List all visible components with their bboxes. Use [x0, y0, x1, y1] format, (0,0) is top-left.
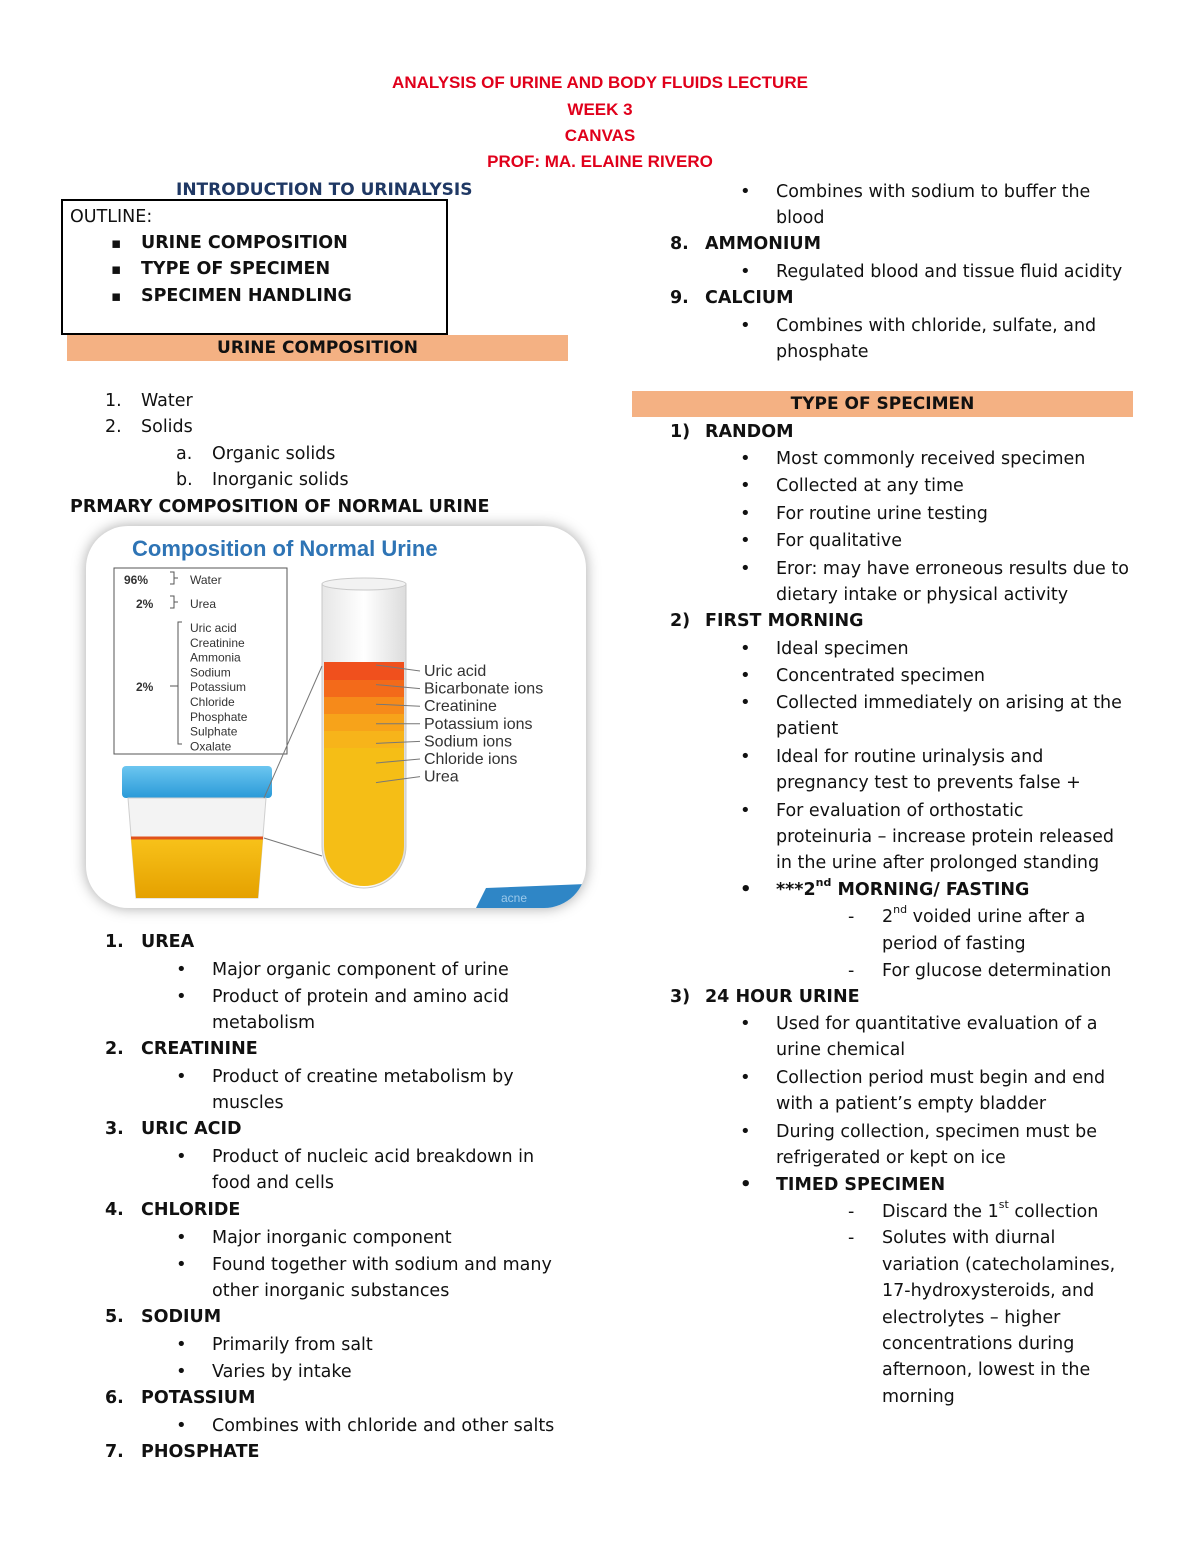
bullet-item: • Eror: may have erroneous results due to	[776, 556, 1129, 582]
outline-item: ▪ TYPE OF SPECIMEN	[141, 256, 330, 282]
specimen-heading: RANDOM	[705, 422, 794, 442]
tube-label: Potassium ions	[424, 715, 533, 733]
outline-item: ▪ SPECIMEN HANDLING	[141, 283, 352, 309]
bullet-item: • For routine urine testing	[776, 501, 988, 527]
pct-urea: 2%	[136, 597, 154, 611]
outline-item: ▪ URINE COMPOSITION	[141, 230, 348, 256]
bullet-continuation: metabolism	[212, 1013, 316, 1033]
bullet-item: • Product of protein and amino acid	[212, 984, 509, 1010]
tube-label: Bicarbonate ions	[424, 680, 544, 698]
bullet-item: • Ideal specimen	[776, 636, 909, 662]
bullet-item: • Major inorganic component	[212, 1225, 452, 1251]
list-item: Organic solids	[212, 444, 336, 464]
bullet-continuation: refrigerated or kept on ice	[776, 1148, 1006, 1168]
bullet-continuation: muscles	[212, 1093, 284, 1113]
bullet-item: • Major organic component of urine	[212, 957, 509, 983]
component-heading: CREATININE	[141, 1039, 258, 1059]
layer-uric-acid	[324, 662, 404, 680]
solute-label: Sulphate	[190, 724, 238, 739]
bullet-item: • For evaluation of orthostatic	[776, 798, 1024, 824]
bullet-item: • Ideal for routine urinalysis and	[776, 744, 1043, 770]
list-number: 1.	[105, 391, 122, 411]
specimen-heading: FIRST MORNING	[705, 611, 864, 631]
bullet-item: • Varies by intake	[212, 1359, 352, 1385]
component-heading: POTASSIUM	[141, 1388, 256, 1408]
solute-label: Phosphate	[190, 709, 248, 724]
section-band-type-of-specimen: TYPE OF SPECIMEN	[632, 391, 1133, 417]
dash-continuation: period of fasting	[882, 934, 1026, 954]
component-heading: CALCIUM	[705, 288, 794, 308]
list-number: 2.	[105, 1039, 124, 1059]
doc-title: ANALYSIS OF URINE AND BODY FLUIDS LECTURE	[392, 73, 808, 92]
layer-sodium	[324, 731, 404, 748]
bullet-item: • Concentrated specimen	[776, 663, 985, 689]
component-heading: SODIUM	[141, 1307, 222, 1327]
bullet-continuation: proteinuria – increase protein released	[776, 827, 1114, 847]
bullet-continuation: blood	[776, 208, 825, 228]
list-number: 3)	[670, 987, 691, 1007]
dash-item: - For glucose determination	[882, 958, 1111, 984]
bullet-item: • Most commonly received specimen	[776, 446, 1085, 472]
pct-water: 96%	[124, 573, 149, 587]
tube-label: Uric acid	[424, 663, 487, 680]
pct-solutes: 2%	[136, 680, 154, 694]
outline-label: OUTLINE:	[70, 207, 153, 227]
bullet-item: • Product of nucleic acid breakdown in	[212, 1144, 534, 1170]
doc-professor: PROF: MA. ELAINE RIVERO	[487, 152, 713, 171]
bullet-continuation: urine chemical	[776, 1040, 906, 1060]
bullet-item: • Used for quantitative evaluation of a	[776, 1011, 1098, 1037]
component-heading: URIC ACID	[141, 1119, 242, 1139]
dash-continuation: afternoon, lowest in the	[882, 1360, 1091, 1380]
list-letter: b.	[176, 470, 193, 490]
section-band-urine-composition: URINE COMPOSITION	[67, 335, 568, 361]
list-item: Solids	[141, 417, 193, 437]
bullet-continuation: patient	[776, 719, 839, 739]
watermark-text: acne	[501, 891, 528, 905]
dash-continuation: variation (catecholamines,	[882, 1255, 1116, 1275]
component-heading: AMMONIUM	[705, 234, 822, 254]
urine-composition-figure	[86, 526, 586, 908]
solute-label: Uric acid	[190, 621, 237, 635]
list-number: 5.	[105, 1307, 124, 1327]
label-urea: Urea	[190, 597, 217, 611]
doc-platform: CANVAS	[564, 126, 636, 145]
cup-liquid	[131, 838, 263, 898]
layer-creatinine	[324, 697, 404, 714]
list-letter: a.	[176, 444, 193, 464]
dash-continuation: electrolytes – higher	[882, 1308, 1061, 1328]
layer-urea	[324, 748, 404, 886]
bullet-continuation: pregnancy test to prevents false +	[776, 773, 1081, 793]
bullet-item: • Primarily from salt	[212, 1332, 373, 1358]
list-number: 7.	[105, 1442, 124, 1462]
bullet-continuation: with a patient’s empty bladder	[776, 1094, 1047, 1114]
bullet-continuation: food and cells	[212, 1173, 334, 1193]
dash-continuation: morning	[882, 1387, 955, 1407]
list-number: 1.	[105, 932, 124, 952]
component-heading: PHOSPHATE	[141, 1442, 260, 1462]
dash-continuation: 17-hydroxysteroids, and	[882, 1281, 1095, 1301]
cup-lid	[122, 766, 272, 798]
solute-label: Creatinine	[190, 635, 245, 650]
list-number: 1)	[670, 422, 691, 442]
tube-label-list	[424, 663, 543, 786]
bullet-item: • Collected at any time	[776, 473, 964, 499]
bullet-item: • Collection period must begin and end	[776, 1065, 1105, 1091]
bullet-continuation: dietary intake or physical activity	[776, 585, 1069, 605]
list-number: 2.	[105, 417, 122, 437]
component-heading: CHLORIDE	[141, 1200, 241, 1220]
dash-item: - Solutes with diurnal	[882, 1225, 1055, 1251]
label-water: Water	[190, 573, 222, 587]
bullet-continuation: phosphate	[776, 342, 869, 362]
bullet-continuation: in the urine after prolonged standing	[776, 853, 1100, 873]
list-number: 3.	[105, 1119, 124, 1139]
bullet-item-timed-specimen: • TIMED SPECIMEN	[776, 1172, 945, 1198]
list-item: Water	[141, 391, 193, 411]
bullet-item: • Found together with sodium and many	[212, 1252, 552, 1278]
figure-title: Composition of Normal Urine	[132, 536, 438, 561]
bullet-continuation: other inorganic substances	[212, 1281, 450, 1301]
layer-potassium	[324, 714, 404, 731]
specimen-heading: 24 HOUR URINE	[705, 987, 860, 1007]
tube-label: Urea	[424, 768, 459, 786]
bullet-item: • During collection, specimen must be	[776, 1119, 1097, 1145]
bullet-item: • Product of creatine metabolism by	[212, 1064, 514, 1090]
list-number: 9.	[670, 288, 689, 308]
solute-label: Oxalate	[190, 739, 232, 754]
dash-item: - Discard the 1st collection	[882, 1199, 1098, 1225]
bullet-item: • Combines with sodium to buffer the	[776, 179, 1090, 205]
list-number: 4.	[105, 1200, 124, 1220]
bullet-item: • Regulated blood and tissue fluid acidity	[776, 259, 1122, 285]
bullet-item: • Collected immediately on arising at the	[776, 690, 1122, 716]
solute-label: Ammonia	[190, 650, 241, 665]
bullet-item: • For qualitative	[776, 528, 902, 554]
list-number: 2)	[670, 611, 691, 631]
bullet-item: • Combines with chloride, sulfate, and	[776, 313, 1096, 339]
list-item: Inorganic solids	[212, 470, 349, 490]
tube-label: Chloride ions	[424, 751, 518, 768]
solute-label: Sodium	[190, 665, 231, 680]
watermark-strip	[476, 884, 586, 908]
tube-label: Sodium ions	[424, 733, 513, 751]
intro-title: INTRODUCTION TO URINALYSIS	[176, 180, 473, 200]
bullet-item: • Combines with chloride and other salts	[212, 1413, 554, 1439]
primary-composition-title: PRMARY COMPOSITION OF NORMAL URINE	[70, 497, 490, 517]
bullet-item-second-morning: • ***2nd MORNING/ FASTING	[776, 877, 1029, 903]
tube-label: Creatinine	[424, 698, 497, 716]
list-number: 6.	[105, 1388, 124, 1408]
solute-label: Chloride	[190, 695, 235, 709]
component-heading: UREA	[141, 932, 195, 952]
dash-continuation: concentrations during	[882, 1334, 1075, 1354]
dash-item: - 2nd voided urine after a	[882, 904, 1085, 930]
doc-week: WEEK 3	[567, 100, 633, 119]
solute-label: Potassium	[190, 680, 247, 695]
layer-bicarbonate	[324, 680, 404, 697]
list-number: 8.	[670, 234, 689, 254]
